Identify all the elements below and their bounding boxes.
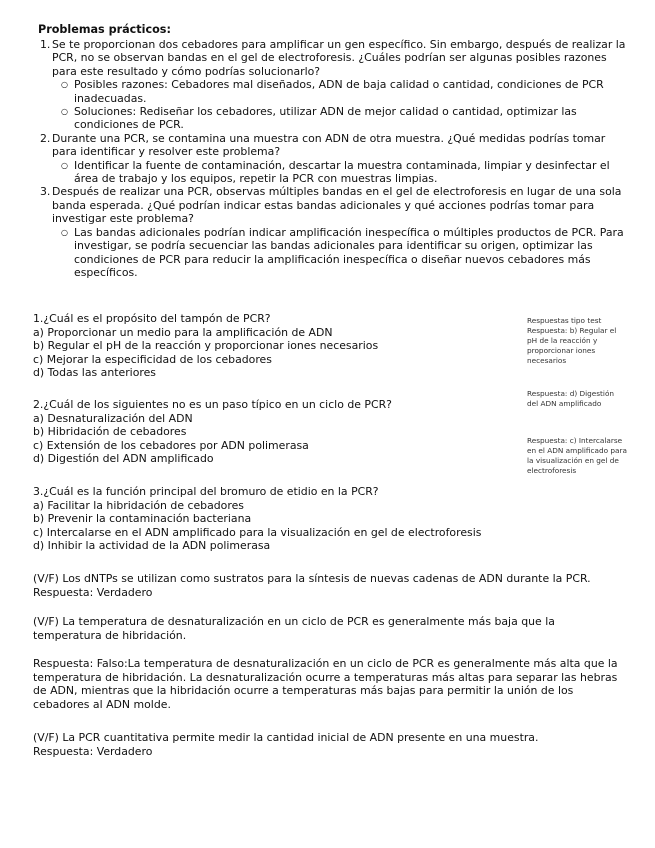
tf-statement: (V/F) La temperatura de desnaturalización en un ciclo de PCR es generalmente más baja que la temperatura de hibridación. (33, 615, 555, 642)
true-false-3 (33, 731, 623, 758)
bullet-icon: ○ (61, 160, 68, 170)
problem-bullet (52, 105, 628, 132)
true-false-2-statement (33, 615, 623, 642)
problem-item (38, 38, 628, 132)
option-b: b) Hibridación de cebadores (33, 425, 187, 439)
question-text: 2.¿Cuál de los siguientes no es un paso típico en un ciclo de PCR? (33, 398, 392, 411)
option-a: a) Facilitar la hibridación de cebadores (33, 498, 244, 512)
bullet-icon: ○ (61, 107, 68, 117)
option-d: d) Inhibir la actividad de la ADN polimerasa (33, 539, 271, 553)
question-text: 1.¿Cuál es el propósito del tampón de PCR? (33, 312, 271, 325)
problem-number: 2. (40, 131, 51, 145)
option-a: a) Desnaturalización del ADN (33, 411, 193, 425)
bullet-icon: ○ (61, 227, 68, 237)
true-false-2-answer (33, 657, 623, 711)
tf-answer: Respuesta: Verdadero (33, 744, 153, 758)
problem-bullet (52, 159, 628, 186)
problem-number: 3. (40, 185, 51, 199)
problem-bullet (52, 226, 628, 280)
tf-answer: Respuesta: Verdadero (33, 585, 153, 599)
option-d: d) Todas las anteriores (33, 366, 156, 380)
bullet-text: Posibles razones: Cebadores mal diseñados, ADN de baja calidad o cantidad, condiciones de PCR inadecuadas. (74, 78, 604, 105)
tf-statement: (V/F) La PCR cuantitativa permite medir la cantidad inicial de ADN presente en una muestra. (33, 731, 539, 744)
tf-statement: (V/F) Los dNTPs se utilizan como sustratos para la síntesis de nuevas cadenas de ADN durante la PCR. (33, 572, 591, 585)
option-c: c) Mejorar la especificidad de los cebadores (33, 352, 272, 366)
problem-item (38, 185, 628, 279)
side-notes-heading: Respuestas tipo test (527, 316, 602, 325)
problem-text: Después de realizar una PCR, observas múltiples bandas en el gel de electroforesis en lugar de una sola banda esperada. ¿Qué podrían indicar estas bandas adicionales y qué acciones podrías tomar para investigar este problema? (52, 185, 622, 226)
quiz-question-3 (33, 485, 513, 553)
side-answer-1: Respuesta: b) Regular el pH de la reacción y proporcionar iones necesarios (527, 326, 617, 366)
option-b: b) Prevenir la contaminación bacteriana (33, 512, 252, 526)
problem-text: Durante una PCR, se contamina una muestra con ADN de otra muestra. ¿Qué medidas podrías tomar para identificar y resolver este problema? (52, 131, 606, 159)
question-text: 3.¿Cuál es la función principal del bromuro de etidio en la PCR? (33, 485, 379, 498)
bullet-icon: ○ (61, 80, 68, 90)
quiz-question-1 (33, 312, 513, 380)
option-d: d) Digestión del ADN amplificado (33, 452, 214, 466)
option-c: c) Extensión de los cebadores por ADN polimerasa (33, 438, 309, 452)
problems-list (38, 38, 628, 279)
problem-item (38, 132, 628, 186)
tf-answer: Respuesta: Falso:La temperatura de desnaturalización en un ciclo de PCR es generalmente más alta que la temperatura de hibridación. La desnaturalización ocurre a temperaturas más altas para separar las hebras de ADN, mientras que la hibridación ocurre a temperaturas más bajas para permitir la unión de los cebadores al ADN molde. (33, 657, 618, 711)
option-c: c) Intercalarse en el ADN amplificado para la visualización en gel de electroforesis (33, 525, 482, 539)
problem-text: Se te proporcionan dos cebadores para amplificar un gen específico. Sin embargo, después de realizar la PCR, no se observan bandas en el gel de electroforesis. ¿Cuáles podrían ser algunas posibles razones para este resultado y cómo podrías solucionarlo? (52, 38, 626, 78)
problem-bullet (52, 78, 628, 105)
true-false-1 (33, 572, 623, 599)
section-title: Problemas prácticos: (38, 23, 171, 36)
option-b: b) Regular el pH de la reacción y proporcionar iones necesarios (33, 339, 379, 353)
side-answer-3: Respuesta: c) Intercalarse en el ADN amplificado para la visualización en gel de electroforesis (527, 436, 627, 476)
quiz-question-2 (33, 398, 513, 466)
option-a: a) Proporcionar un medio para la amplificación de ADN (33, 325, 333, 339)
bullet-text: Identificar la fuente de contaminación, descartar la muestra contaminada, limpiar y desinfectar el área de trabajo y los equipos, repetir la PCR con muestras limpias. (74, 158, 610, 186)
bullet-text: Soluciones: Rediseñar los cebadores, utilizar ADN de mejor calidad o cantidad, optimizar las condiciones de PCR. (74, 105, 577, 132)
problem-number: 1. (40, 38, 51, 51)
bullet-text: Las bandas adicionales podrían indicar amplificación inespecífica o múltiples productos de PCR. Para investigar, se podría secuenciar las bandas adicionales para identificar su origen, optimizar las condiciones de PCR para reducir la amplificación inespecífica o diseñar nuevos cebadores más específicos. (74, 225, 624, 279)
side-answer-2: Respuesta: d) Digestión del ADN amplificado (527, 389, 615, 409)
